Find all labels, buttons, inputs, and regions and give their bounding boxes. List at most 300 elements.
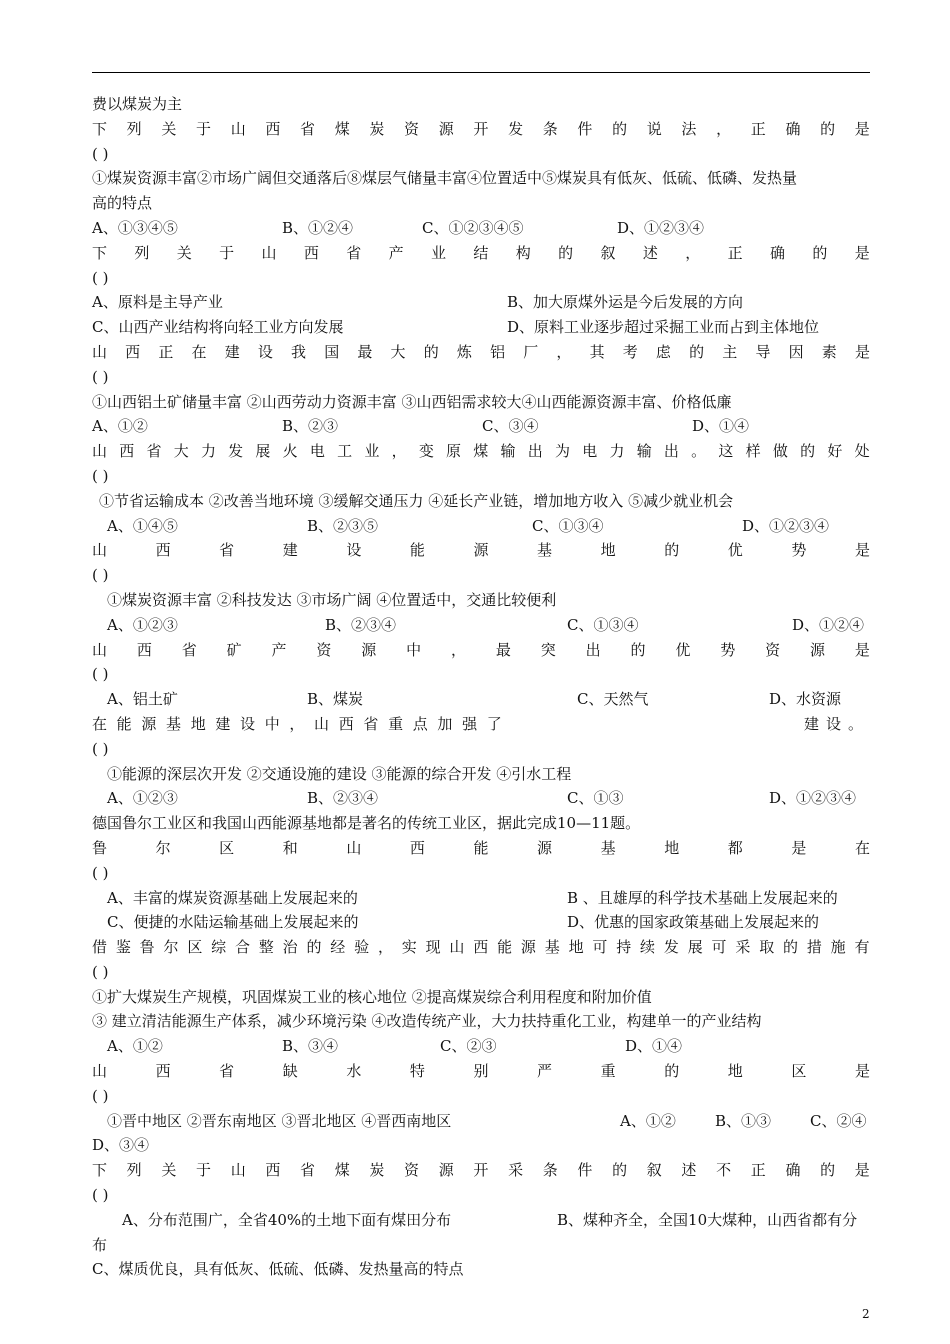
stem-char: 的 — [612, 1161, 628, 1180]
stem-char: 力 — [609, 442, 625, 461]
stem-char: 煤 — [334, 119, 350, 138]
stem-char: 煤 — [473, 442, 489, 461]
stem-char: 都 — [727, 838, 743, 857]
stem-char: 下 — [92, 119, 108, 138]
stem-char: 西 — [155, 541, 171, 560]
q9-options-line2: ③ 建立清洁能源生产体系，减少环境污染 ④改造传统产业，大力扶持重化工业，构建单一的产业结构 — [92, 1012, 762, 1031]
q4-choices — [92, 514, 870, 539]
stem-char: 势 — [720, 640, 736, 659]
q2-choice-b[interactable]: B、加大原煤外运是今后发展的方向 — [507, 293, 744, 312]
stem-char: 资 — [316, 640, 332, 659]
stem-char: 因 — [788, 342, 804, 361]
q10-choice-a[interactable]: A、①② — [620, 1111, 676, 1130]
q3-choice-a[interactable]: A、①② — [92, 417, 148, 436]
stem-char: ， — [685, 243, 701, 262]
stem-char: 西 — [303, 243, 319, 262]
stem-char: 火 — [282, 442, 298, 461]
q2-choices-row1 — [92, 290, 870, 315]
stem-char: 叙 — [646, 1161, 662, 1180]
stem-char: 资 — [404, 1161, 420, 1180]
stem-char: 法 — [681, 119, 697, 138]
stem-char: 主 — [722, 342, 738, 361]
stem-char: 的 — [664, 1062, 680, 1081]
stem-char: 施 — [830, 938, 846, 957]
q4-options: ①节省运输成本 ②改善当地环境 ③缓解交通压力 ④延长产业链，增加地方收入 ⑤减少就业机会 — [99, 491, 734, 510]
stem-char: 为 — [554, 442, 570, 461]
stem-char: 关 — [161, 1161, 177, 1180]
stem-char: 是 — [854, 640, 870, 659]
stem-char: 源 — [537, 838, 553, 857]
q7-choices — [92, 786, 870, 811]
stem-char: 这 — [718, 442, 734, 461]
stem-char: 特 — [409, 1062, 425, 1081]
stem-char: 现 — [425, 938, 441, 957]
stem-char: 炭 — [369, 119, 385, 138]
stem-char: 持 — [616, 938, 632, 957]
stem-char: 业 — [364, 442, 380, 461]
q11-choices-row1 — [92, 1208, 870, 1233]
q10-choice-d[interactable]: D、③④ — [92, 1136, 150, 1155]
q8-choice-c[interactable]: C、便捷的水陆运输基础上发展起来的 — [107, 913, 359, 932]
q6-stem — [92, 638, 870, 663]
stem-char: 治 — [282, 938, 298, 957]
stem-char: 的 — [812, 243, 828, 262]
stem-char: 山 — [230, 1161, 246, 1180]
stem-char: 炭 — [369, 1161, 385, 1180]
stem-char: 山 — [346, 838, 362, 857]
q1-choice-d[interactable]: D、①②③④ — [617, 218, 705, 237]
q4-choice-a[interactable]: A、①④⑤ — [107, 516, 178, 535]
stem-char: 正 — [727, 243, 743, 262]
q1-choice-b[interactable]: B、①②④ — [282, 218, 354, 237]
stem-char: 源 — [361, 640, 377, 659]
q3-choices — [92, 414, 870, 439]
stem-char: 设 — [346, 541, 362, 560]
stem-char: 最 — [357, 342, 373, 361]
stem-char: 省 — [346, 243, 362, 262]
stem-char: 电 — [309, 442, 325, 461]
stem-char: 山 — [92, 1062, 108, 1081]
stem-char: 能 — [473, 838, 489, 857]
stem-char: 叙 — [600, 243, 616, 262]
stem-char: 的 — [820, 1161, 836, 1180]
stem-char: 条 — [542, 119, 558, 138]
stem-char: 地 — [190, 714, 206, 733]
stem-char: 地 — [600, 541, 616, 560]
stem-char: 出 — [527, 442, 543, 461]
stem-char: 能 — [116, 714, 132, 733]
q8-choice-a[interactable]: A、丰富的煤炭资源基础上发展起来的 — [107, 888, 358, 907]
stem-char: 列 — [126, 1161, 142, 1180]
q7-choice-b[interactable]: B、②③④ — [307, 789, 379, 808]
q8-choices-row2 — [92, 910, 870, 935]
stem-char: 可 — [711, 938, 727, 957]
stem-char: 山 — [92, 442, 108, 461]
q7-stem — [92, 712, 502, 737]
stem-char: 基 — [166, 714, 182, 733]
q2-paren: ( ) — [92, 268, 109, 287]
q1-options-line1: ①煤炭资源丰富②市场广阔但交通落后⑧煤层气储量丰富④位置适中⑤煤炭具有低灰、低硫、低磷、发热量 — [92, 169, 798, 188]
q8-stem — [92, 836, 870, 861]
stem-char: 取 — [759, 938, 775, 957]
stem-char: 重 — [600, 1062, 616, 1081]
stem-char: 工 — [337, 442, 353, 461]
stem-char: 列 — [134, 243, 150, 262]
stem-char: 下 — [92, 243, 108, 262]
stem-char: ， — [289, 714, 305, 733]
stem-char: 力 — [200, 442, 216, 461]
stem-char: 展 — [255, 442, 271, 461]
stem-char: 其 — [589, 342, 605, 361]
stem-char: 措 — [806, 938, 822, 957]
q10-paren: ( ) — [92, 1086, 109, 1105]
q2-stem — [92, 241, 870, 266]
q5-choice-c[interactable]: C、①③④ — [567, 615, 639, 634]
q6-choice-b[interactable]: B、煤炭 — [307, 690, 364, 709]
stem-char: 输 — [500, 442, 516, 461]
stem-char: 大 — [173, 442, 189, 461]
stem-char: 设 — [257, 342, 273, 361]
stem-char: 开 — [473, 1161, 489, 1180]
stem-char: 可 — [592, 938, 608, 957]
stem-char: 省 — [146, 442, 162, 461]
stem-char: 鲁 — [139, 938, 155, 957]
q7-stem-row — [92, 712, 870, 737]
stem-char: 地 — [664, 838, 680, 857]
stem-char: 点 — [412, 714, 428, 733]
q10-options-row — [92, 1109, 870, 1134]
passage-intro: 德国鲁尔工业区和我国山西能源基地都是著名的传统工业区，据此完成10—11题。 — [92, 814, 641, 833]
q3-choice-c[interactable]: C、③④ — [482, 417, 539, 436]
stem-char: 出 — [663, 442, 679, 461]
stem-char: 合 — [234, 938, 250, 957]
stem-char: 正 — [750, 1161, 766, 1180]
stem-char: 源 — [438, 119, 454, 138]
q2-choice-d[interactable]: D、原料工业逐步超过采掘工业而占到主体地位 — [507, 318, 820, 337]
stem-char: 整 — [258, 938, 274, 957]
stem-char: 关 — [176, 243, 192, 262]
stem-char: 建 — [215, 714, 231, 733]
q9-choice-d[interactable]: D、①④ — [625, 1037, 683, 1056]
stem-char: 突 — [540, 640, 556, 659]
q4-paren: ( ) — [92, 466, 109, 485]
q11-stem — [92, 1158, 870, 1183]
q7-stem-end: 建设。 — [803, 714, 870, 733]
stem-char: 续 — [640, 938, 656, 957]
q9-choice-a[interactable]: A、①② — [107, 1037, 163, 1056]
stem-char: 的 — [689, 342, 705, 361]
q9-paren: ( ) — [92, 962, 109, 981]
stem-char: 的 — [612, 119, 628, 138]
stem-char: 电 — [582, 442, 598, 461]
stem-char: 采 — [508, 1161, 524, 1180]
stem-char: 件 — [577, 1161, 593, 1180]
q2-choice-c[interactable]: C、山西产业结构将向轻工业方向发展 — [92, 318, 344, 337]
stem-char: 正 — [750, 119, 766, 138]
q7-choice-c[interactable]: C、①③ — [567, 789, 624, 808]
stem-char: 展 — [687, 938, 703, 957]
stem-char: 炼 — [456, 342, 472, 361]
stem-char: 地 — [727, 1062, 743, 1081]
stem-char: 发 — [663, 938, 679, 957]
q6-paren: ( ) — [92, 665, 109, 684]
stem-char: 缺 — [282, 1062, 298, 1081]
stem-char: 发 — [508, 119, 524, 138]
stem-char: 构 — [515, 243, 531, 262]
stem-char: 的 — [558, 243, 574, 262]
stem-char: 借 — [92, 938, 108, 957]
q6-choices — [92, 687, 870, 712]
stem-char: 优 — [675, 640, 691, 659]
stem-char: 于 — [219, 243, 235, 262]
stem-char: 好 — [827, 442, 843, 461]
stem-char: 西 — [265, 119, 281, 138]
stem-char: 在 — [854, 838, 870, 857]
stem-char: 结 — [473, 243, 489, 262]
stem-char: ， — [391, 442, 407, 461]
stem-char: 区 — [219, 838, 235, 857]
stem-char: 西 — [338, 714, 354, 733]
stem-char: 能 — [409, 541, 425, 560]
stem-char: 强 — [462, 714, 478, 733]
q4-choice-c[interactable]: C、①③④ — [532, 516, 604, 535]
stem-char: 确 — [785, 1161, 801, 1180]
stem-char: 水 — [346, 1062, 362, 1081]
q11-choice-c[interactable]: C、煤质优良，具有低灰、低硫、低磷、发热量高的特点 — [92, 1260, 464, 1279]
q9-choice-c[interactable]: C、②③ — [440, 1037, 497, 1056]
stem-char: 做 — [772, 442, 788, 461]
stem-char: 尔 — [163, 938, 179, 957]
stem-char: 产 — [388, 243, 404, 262]
stem-char: 基 — [544, 938, 560, 957]
stem-char: 是 — [854, 1161, 870, 1180]
stem-char: 有 — [854, 938, 870, 957]
stem-char: 述 — [681, 1161, 697, 1180]
q11-choice-a[interactable]: A、分布范围广，全省40%的土地下面有煤田分布 — [122, 1210, 452, 1229]
stem-char: 。 — [691, 442, 707, 461]
stem-char: 别 — [473, 1062, 489, 1081]
stem-char: 鲁 — [92, 838, 108, 857]
stem-char: 源 — [810, 640, 826, 659]
q6-choice-a[interactable]: A、铝土矿 — [107, 690, 178, 709]
q7-choice-a[interactable]: A、①②③ — [107, 789, 178, 808]
q7-choice-d[interactable]: D、①②③④ — [769, 789, 857, 808]
stem-char: 输 — [636, 442, 652, 461]
q1-choice-c[interactable]: C、①②③④⑤ — [422, 218, 524, 237]
q4-choice-b[interactable]: B、②③⑤ — [307, 516, 379, 535]
stem-char: 源 — [520, 938, 536, 957]
q3-choice-d[interactable]: D、①④ — [692, 417, 750, 436]
q4-choice-d[interactable]: D、①②③④ — [742, 516, 830, 535]
stem-char: 实 — [401, 938, 417, 957]
q6-choice-d[interactable]: D、水资源 — [769, 690, 842, 709]
stem-char: 是 — [854, 243, 870, 262]
q9-options-line1: ①扩大煤炭生产规模，巩固煤炭工业的核心地位 ②提高煤炭综合利用程度和附加价值 — [92, 987, 652, 1006]
q8-choice-d[interactable]: D、优惠的国家政策基础上发展起来的 — [567, 913, 820, 932]
q7-options: ①能源的深层次开发 ②交通设施的建设 ③能源的综合开发 ④引水工程 — [107, 764, 572, 783]
stem-char: 的 — [800, 442, 816, 461]
stem-char: 于 — [196, 1161, 212, 1180]
stem-char: 是 — [854, 1062, 870, 1081]
stem-char: 不 — [716, 1161, 732, 1180]
stem-char: 建 — [282, 541, 298, 560]
q3-paren: ( ) — [92, 367, 109, 386]
stem-char: 西 — [265, 1161, 281, 1180]
stem-char: 列 — [126, 119, 142, 138]
stem-char: 山 — [92, 541, 108, 560]
q3-stem — [92, 340, 870, 365]
stem-char: 山 — [92, 342, 108, 361]
q5-choice-b[interactable]: B、②③④ — [325, 615, 397, 634]
stem-char: 西 — [119, 442, 135, 461]
q11-choice-b-cont: 布 — [92, 1235, 108, 1254]
q10-options: ①晋中地区 ②晋东南地区 ③晋北地区 ④晋西南地区 — [107, 1111, 452, 1130]
stem-char: 矿 — [226, 640, 242, 659]
stem-char: 山 — [449, 938, 465, 957]
q10-choice-c[interactable]: C、②④ — [810, 1111, 867, 1130]
stem-char: 样 — [745, 442, 761, 461]
q3-choice-b[interactable]: B、②③ — [282, 417, 339, 436]
stem-char: 基 — [600, 838, 616, 857]
stem-char: 鉴 — [115, 938, 131, 957]
stem-char: 说 — [646, 119, 662, 138]
stem-char: 开 — [473, 119, 489, 138]
stem-char: 的 — [783, 938, 799, 957]
document-page — [92, 92, 870, 1282]
q2-choice-a[interactable]: A、原料是主导产业 — [92, 293, 223, 312]
stem-char: 源 — [141, 714, 157, 733]
stem-char: 的 — [664, 541, 680, 560]
stem-char: 资 — [765, 640, 781, 659]
q6-choice-c[interactable]: C、天然气 — [577, 690, 649, 709]
stem-char: 在 — [92, 714, 108, 733]
stem-char: 述 — [642, 243, 658, 262]
stem-char: 西 — [409, 838, 425, 857]
stem-char: 的 — [820, 119, 836, 138]
stem-char: 省 — [219, 541, 235, 560]
q1-choices — [92, 216, 870, 241]
stem-char: 西 — [473, 938, 489, 957]
stem-char: 于 — [196, 119, 212, 138]
stem-char: 虑 — [655, 342, 671, 361]
stem-char: 区 — [791, 1062, 807, 1081]
q5-choices — [92, 613, 870, 638]
q8-choice-b[interactable]: B 、且雄厚的科学技术基础上发展起来的 — [567, 888, 838, 907]
stem-char: 省 — [300, 119, 316, 138]
page-number: 2 — [862, 1307, 870, 1321]
stem-char: 产 — [271, 640, 287, 659]
stem-char: 大 — [390, 342, 406, 361]
q10-choice-b[interactable]: B、①③ — [715, 1111, 772, 1130]
stem-char: 山 — [230, 119, 246, 138]
stem-char: 变 — [418, 442, 434, 461]
stem-char: 地 — [568, 938, 584, 957]
stem-char: 严 — [537, 1062, 553, 1081]
stem-char: 建 — [224, 342, 240, 361]
q4-stem — [92, 439, 870, 464]
intro-line: 费以煤炭为主 — [92, 95, 183, 113]
stem-char: 下 — [92, 1161, 108, 1180]
q5-options: ①煤炭资源丰富 ②科技发达 ③市场广阔 ④位置适中，交通比较便利 — [107, 590, 557, 609]
stem-char: 省 — [300, 1161, 316, 1180]
stem-char: 在 — [191, 342, 207, 361]
stem-char: 山 — [261, 243, 277, 262]
stem-char: 资 — [404, 119, 420, 138]
stem-char: 基 — [537, 541, 553, 560]
stem-char: 区 — [187, 938, 203, 957]
stem-char: 加 — [437, 714, 453, 733]
stem-char: 出 — [585, 640, 601, 659]
stem-char: 和 — [282, 838, 298, 857]
stem-char: 采 — [735, 938, 751, 957]
stem-char: 省 — [219, 1062, 235, 1081]
stem-char: 西 — [155, 1062, 171, 1081]
stem-char: 处 — [854, 442, 870, 461]
stem-char: 是 — [854, 342, 870, 361]
q5-choice-d[interactable]: D、①②④ — [792, 615, 865, 634]
stem-char: 件 — [577, 119, 593, 138]
stem-char: 确 — [785, 119, 801, 138]
stem-char: 确 — [770, 243, 786, 262]
q9-choice-b[interactable]: B、③④ — [282, 1037, 339, 1056]
stem-char: 源 — [438, 1161, 454, 1180]
stem-char: 能 — [497, 938, 513, 957]
q11-paren: ( ) — [92, 1186, 109, 1205]
stem-char: 煤 — [334, 1161, 350, 1180]
stem-char: 国 — [324, 342, 340, 361]
stem-char: 导 — [755, 342, 771, 361]
q10-stem — [92, 1059, 870, 1084]
stem-char: 的 — [306, 938, 322, 957]
stem-char: 厂 — [523, 342, 539, 361]
stem-char: 省 — [181, 640, 197, 659]
stem-char: 西 — [136, 640, 152, 659]
stem-char: 是 — [854, 119, 870, 138]
stem-char: 是 — [854, 541, 870, 560]
stem-char: 条 — [542, 1161, 558, 1180]
stem-char: 业 — [431, 243, 447, 262]
stem-char: ， — [451, 640, 467, 659]
q9-stem — [92, 935, 870, 960]
q9-choices — [92, 1034, 870, 1059]
stem-char: 中 — [406, 640, 422, 659]
q8-paren: ( ) — [92, 863, 109, 882]
stem-char: 综 — [211, 938, 227, 957]
stem-char: 设 — [240, 714, 256, 733]
stem-char: 发 — [228, 442, 244, 461]
stem-char: ， — [556, 342, 572, 361]
stem-char: 正 — [158, 342, 174, 361]
stem-char: 关 — [161, 119, 177, 138]
stem-char: 的 — [423, 342, 439, 361]
stem-char: 中 — [264, 714, 280, 733]
q11-choice-b[interactable]: B、煤种齐全，全国10大煤种，山西省都有分 — [557, 1210, 858, 1229]
stem-char: 原 — [446, 442, 462, 461]
q2-choices-row2 — [92, 315, 870, 340]
stem-char: 最 — [495, 640, 511, 659]
q1-options-line2: 高的特点 — [92, 194, 153, 213]
q1-choice-a[interactable]: A、①③④⑤ — [92, 218, 178, 237]
q1-paren: ( ) — [92, 144, 109, 163]
q5-choice-a[interactable]: A、①②③ — [107, 615, 178, 634]
q3-options: ①山西铝土矿储量丰富 ②山西劳动力资源丰富 ③山西铝需求较大④山西能源资源丰富、价格低廉 — [92, 392, 732, 411]
stem-char: 优 — [727, 541, 743, 560]
stem-char: 铝 — [490, 342, 506, 361]
stem-char: 源 — [473, 541, 489, 560]
stem-char: 了 — [486, 714, 502, 733]
stem-char: 省 — [363, 714, 379, 733]
stem-char: 尔 — [155, 838, 171, 857]
